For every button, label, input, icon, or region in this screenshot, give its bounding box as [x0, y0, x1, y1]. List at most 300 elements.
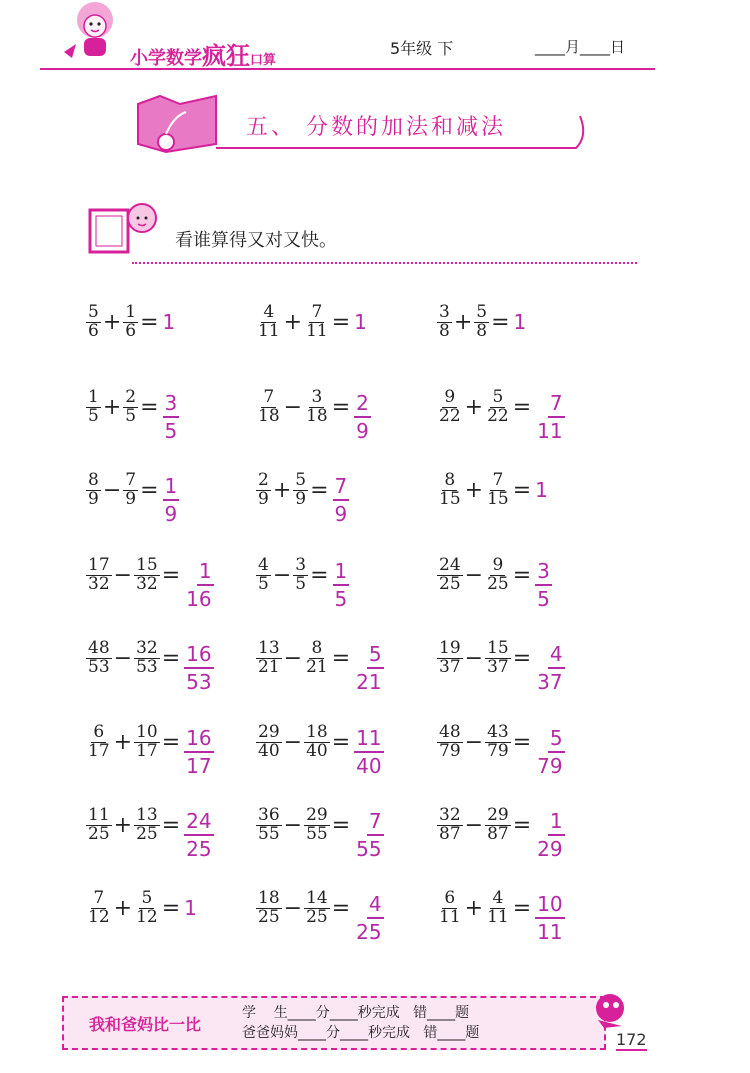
fraction — [437, 804, 463, 844]
fraction — [485, 469, 511, 509]
answer-fraction — [354, 641, 383, 695]
numerator: 5 — [476, 301, 488, 322]
fraction — [474, 301, 489, 341]
fraction — [86, 637, 112, 677]
denominator: 53 — [186, 670, 212, 694]
numerator: 7 — [93, 887, 105, 908]
denominator: 11 — [487, 906, 509, 927]
handwritten-answer — [535, 380, 564, 443]
numerator: 6 — [444, 887, 456, 908]
numerator: 3 — [295, 554, 307, 575]
numerator: 5 — [88, 301, 99, 322]
answer-fraction — [354, 891, 383, 945]
denominator: 11 — [439, 906, 461, 927]
problem-item — [437, 460, 548, 520]
equals-sign: = — [161, 895, 181, 921]
answer-fraction — [333, 558, 350, 612]
numerator: 6 — [93, 721, 105, 742]
fraction — [485, 386, 511, 426]
fraction — [293, 554, 308, 594]
equals-sign: = — [512, 394, 532, 420]
denominator: 21 — [258, 656, 280, 677]
fraction — [86, 804, 112, 844]
answer-fraction — [354, 390, 371, 444]
fraction — [256, 637, 282, 677]
handwritten-answer — [535, 798, 564, 861]
equals-sign: = — [140, 394, 159, 420]
equals-sign: = — [161, 729, 181, 755]
problem-item — [437, 878, 565, 944]
fraction — [485, 637, 511, 677]
fraction — [256, 301, 282, 341]
answer-fraction — [184, 808, 213, 862]
handwritten-answer — [184, 631, 213, 694]
numerator: 4 — [548, 641, 565, 669]
fraction — [485, 721, 511, 761]
denominator: 5 — [164, 419, 178, 443]
denominator: 17 — [88, 740, 110, 761]
header-divider — [40, 68, 655, 70]
equals-sign: = — [140, 309, 159, 335]
denominator: 22 — [487, 405, 509, 426]
handwritten-answer: 1 — [354, 310, 367, 334]
numerator: 5 — [492, 386, 504, 407]
denominator: 9 — [356, 419, 369, 443]
problem-item — [256, 545, 349, 611]
handwritten-answer — [333, 463, 350, 526]
date-field: ____月____日 — [535, 38, 626, 56]
grade-label: 5年级 下 — [390, 39, 454, 58]
operator: − — [102, 477, 122, 503]
operator: + — [453, 309, 473, 335]
numerator: 1 — [548, 808, 565, 836]
equals-sign: = — [161, 812, 181, 838]
problem-item — [86, 878, 197, 938]
fraction — [134, 554, 160, 594]
fraction — [437, 721, 463, 761]
numerator: 11 — [354, 725, 383, 753]
numerator: 3 — [439, 301, 450, 322]
denominator: 55 — [306, 823, 328, 844]
numerator: 16 — [184, 641, 213, 669]
numerator: 15 — [136, 554, 158, 575]
denominator: 21 — [306, 656, 328, 677]
answer-fraction — [535, 808, 564, 862]
numerator: 7 — [492, 469, 504, 490]
denominator: 9 — [258, 488, 269, 509]
operator: + — [464, 477, 484, 503]
fraction — [256, 469, 271, 509]
denominator: 32 — [136, 573, 158, 594]
fraction — [485, 804, 511, 844]
fraction — [304, 804, 330, 844]
numerator: 32 — [439, 804, 461, 825]
numerator: 48 — [88, 637, 110, 658]
numerator: 5 — [548, 725, 565, 753]
section-banner — [136, 94, 586, 160]
denominator: 9 — [125, 488, 137, 509]
denominator: 15 — [487, 488, 509, 509]
denominator: 53 — [88, 656, 110, 677]
denominator: 9 — [164, 502, 178, 526]
problem-item — [86, 712, 214, 778]
denominator: 40 — [306, 740, 328, 761]
handwritten-answer — [354, 380, 371, 443]
equals-sign: = — [310, 477, 329, 503]
numerator: 1 — [197, 558, 214, 586]
denominator: 29 — [537, 837, 563, 861]
handwritten-answer — [333, 548, 350, 611]
operator: − — [464, 812, 484, 838]
answer-fraction — [354, 725, 383, 779]
denominator: 17 — [186, 754, 212, 778]
denominator: 79 — [487, 740, 509, 761]
denominator: 5 — [125, 405, 137, 426]
numerator: 18 — [306, 721, 328, 742]
numerator: 4 — [492, 887, 504, 908]
numerator: 7 — [125, 469, 137, 490]
answer-fraction — [163, 390, 180, 444]
problem-item — [437, 712, 565, 778]
page-mascot-icon — [590, 990, 630, 1030]
fraction — [86, 721, 112, 761]
numerator: 3 — [311, 386, 323, 407]
fraction — [134, 804, 160, 844]
denominator: 9 — [295, 488, 307, 509]
handwritten-answer — [163, 380, 180, 443]
numerator: 29 — [487, 804, 509, 825]
problem-item — [86, 545, 214, 611]
problem-item — [256, 292, 367, 352]
fraction — [86, 301, 101, 341]
handwritten-answer — [184, 798, 213, 861]
denominator: 37 — [439, 656, 461, 677]
denominator: 25 — [88, 823, 110, 844]
problem-item — [256, 377, 371, 443]
denominator: 18 — [306, 405, 328, 426]
answer-fraction — [163, 473, 180, 527]
numerator: 4 — [258, 554, 269, 575]
operator: − — [272, 562, 292, 588]
denominator: 6 — [88, 320, 99, 341]
numerator: 13 — [136, 804, 158, 825]
denominator: 25 — [136, 823, 158, 844]
problem-item — [437, 795, 565, 861]
numerator: 7 — [263, 386, 275, 407]
numerator: 10 — [136, 721, 158, 742]
fraction — [304, 386, 330, 426]
fraction — [86, 554, 112, 594]
problem-item — [256, 712, 384, 778]
fraction — [86, 887, 112, 927]
fraction — [256, 386, 282, 426]
numerator: 24 — [184, 808, 213, 836]
handwritten-answer: 1 — [513, 310, 527, 334]
denominator: 12 — [136, 906, 158, 927]
mascot-illustration — [60, 0, 130, 70]
denominator: 12 — [88, 906, 110, 927]
denominator: 8 — [476, 320, 488, 341]
equals-sign: = — [512, 645, 532, 671]
numerator: 2 — [125, 386, 137, 407]
denominator: 11 — [258, 320, 280, 341]
page-header — [0, 0, 750, 80]
numerator: 43 — [487, 721, 509, 742]
numerator: 18 — [258, 887, 280, 908]
problem-item — [86, 292, 175, 352]
numerator: 7 — [367, 808, 384, 836]
operator: + — [272, 477, 292, 503]
denominator: 25 — [487, 573, 509, 594]
denominator: 87 — [439, 823, 461, 844]
fraction — [437, 469, 463, 509]
handwritten-answer — [163, 463, 180, 526]
footer-parent-row: 爸爸妈妈____分____秒完成 错____题 — [242, 1025, 480, 1041]
operator: − — [283, 645, 303, 671]
answer-fraction — [184, 725, 213, 779]
answer-fraction — [535, 725, 564, 779]
cherry-icon — [136, 94, 218, 160]
problem-item — [86, 460, 179, 526]
problem-item — [437, 628, 565, 694]
numerator: 9 — [492, 554, 504, 575]
denominator: 79 — [537, 754, 563, 778]
operator: + — [102, 394, 122, 420]
operator: − — [464, 729, 484, 755]
operator: + — [113, 812, 133, 838]
operator: − — [283, 895, 303, 921]
handwritten-answer: 1 — [184, 896, 197, 920]
answer-fraction — [535, 558, 552, 612]
numerator: 8 — [311, 637, 323, 658]
answer-fraction — [535, 891, 564, 945]
equals-sign: = — [512, 477, 532, 503]
numerator: 32 — [136, 637, 158, 658]
numerator: 7 — [548, 390, 565, 418]
brand-logo: 小学数学疯狂口算 — [130, 42, 277, 70]
fraction — [134, 721, 160, 761]
operator: − — [113, 645, 133, 671]
problem-item — [256, 460, 349, 526]
equals-sign: = — [512, 812, 532, 838]
numerator: 10 — [535, 891, 564, 919]
section-title: 五、 分数的加法和减法 — [246, 115, 506, 140]
fraction — [256, 887, 282, 927]
numerator: 2 — [354, 390, 371, 418]
answer-fraction — [184, 641, 213, 695]
fraction — [134, 887, 160, 927]
denominator: 5 — [537, 587, 550, 611]
denominator: 8 — [439, 320, 450, 341]
fraction — [304, 301, 330, 341]
problem-item — [256, 628, 384, 694]
problem-item — [437, 292, 526, 352]
dotted-divider — [132, 262, 637, 264]
answer-fraction — [184, 558, 213, 612]
equals-sign: = — [331, 729, 351, 755]
page-number: 172 — [616, 1030, 647, 1049]
handwritten-answer — [184, 548, 213, 611]
denominator: 18 — [258, 405, 280, 426]
denominator: 79 — [439, 740, 461, 761]
numerator: 9 — [444, 386, 456, 407]
equals-sign: = — [512, 729, 532, 755]
fraction — [437, 637, 463, 677]
denominator: 21 — [356, 670, 382, 694]
handwritten-answer — [535, 881, 564, 944]
problem-item — [256, 878, 384, 944]
instruction-text: 看谁算得又对又快。 — [175, 230, 337, 251]
fraction — [256, 721, 282, 761]
handwritten-answer — [184, 715, 213, 778]
numerator: 11 — [88, 804, 110, 825]
denominator: 6 — [125, 320, 137, 341]
equals-sign: = — [331, 394, 351, 420]
denominator: 25 — [306, 906, 328, 927]
answer-fraction — [354, 808, 383, 862]
operator: + — [113, 895, 133, 921]
numerator: 1 — [333, 558, 350, 586]
numerator: 2 — [258, 469, 269, 490]
denominator: 9 — [88, 488, 99, 509]
numerator: 8 — [444, 469, 456, 490]
equals-sign: = — [331, 645, 351, 671]
operator: − — [113, 562, 133, 588]
denominator: 55 — [356, 837, 382, 861]
equals-sign: = — [331, 309, 351, 335]
denominator: 25 — [186, 837, 212, 861]
operator: − — [283, 394, 303, 420]
footer-title: 我和爸妈比一比 — [89, 1015, 202, 1034]
equals-sign: = — [512, 895, 532, 921]
denominator: 11 — [306, 320, 328, 341]
fraction — [437, 301, 452, 341]
denominator: 37 — [487, 656, 509, 677]
operator: − — [464, 645, 484, 671]
denominator: 5 — [258, 573, 269, 594]
numerator: 36 — [258, 804, 280, 825]
fraction — [437, 887, 463, 927]
numerator: 17 — [88, 554, 110, 575]
fraction — [134, 637, 160, 677]
handwritten-answer — [354, 715, 383, 778]
equals-sign: = — [512, 562, 532, 588]
handwritten-answer — [535, 548, 552, 611]
operator: − — [283, 812, 303, 838]
numerator: 16 — [184, 725, 213, 753]
answer-fraction — [535, 390, 564, 444]
numerator: 5 — [141, 887, 153, 908]
numerator: 1 — [88, 386, 99, 407]
fraction — [485, 887, 511, 927]
denominator: 15 — [439, 488, 461, 509]
numerator: 3 — [535, 558, 552, 586]
equals-sign: = — [310, 562, 329, 588]
operator: + — [113, 729, 133, 755]
fraction — [437, 554, 463, 594]
denominator: 11 — [537, 419, 563, 443]
problem-item — [86, 628, 214, 694]
answer-fraction — [333, 473, 350, 527]
denominator: 40 — [258, 740, 280, 761]
denominator: 5 — [88, 405, 99, 426]
numerator: 5 — [295, 469, 307, 490]
numerator: 4 — [263, 301, 275, 322]
numerator: 29 — [306, 804, 328, 825]
denominator: 40 — [356, 754, 382, 778]
numerator: 1 — [125, 301, 137, 322]
denominator: 5 — [295, 573, 307, 594]
numerator: 24 — [439, 554, 461, 575]
problem-item — [86, 795, 214, 861]
equals-sign: = — [140, 477, 159, 503]
fraction — [123, 301, 138, 341]
denominator: 25 — [439, 573, 461, 594]
operator: + — [464, 394, 484, 420]
fraction — [256, 554, 271, 594]
fraction — [86, 386, 101, 426]
problem-item — [86, 377, 179, 443]
fraction — [123, 469, 138, 509]
denominator: 37 — [537, 670, 563, 694]
numerator: 3 — [163, 390, 180, 418]
numerator: 14 — [306, 887, 328, 908]
problem-item — [256, 795, 384, 861]
numerator: 1 — [163, 473, 180, 501]
fraction — [485, 554, 511, 594]
fraction — [256, 804, 282, 844]
denominator: 25 — [258, 906, 280, 927]
operator: − — [464, 562, 484, 588]
denominator: 17 — [136, 740, 158, 761]
fraction — [437, 386, 463, 426]
denominator: 55 — [258, 823, 280, 844]
footer-box — [62, 996, 606, 1050]
denominator: 53 — [136, 656, 158, 677]
numerator: 29 — [258, 721, 280, 742]
handwritten-answer — [354, 631, 383, 694]
handwritten-answer — [354, 798, 383, 861]
equals-sign: = — [331, 812, 351, 838]
handwritten-answer — [535, 631, 564, 694]
numerator: 4 — [367, 891, 384, 919]
numerator: 48 — [439, 721, 461, 742]
equals-sign: = — [161, 645, 181, 671]
denominator: 9 — [334, 502, 348, 526]
child-with-board-icon — [86, 196, 166, 260]
operator: + — [283, 309, 303, 335]
equals-sign: = — [331, 895, 351, 921]
operator: − — [283, 729, 303, 755]
fraction — [293, 469, 308, 509]
fraction — [304, 637, 330, 677]
numerator: 8 — [88, 469, 99, 490]
fraction — [304, 887, 330, 927]
numerator: 15 — [487, 637, 509, 658]
fraction — [86, 469, 101, 509]
numerator: 5 — [367, 641, 384, 669]
numerator: 13 — [258, 637, 280, 658]
denominator: 22 — [439, 405, 461, 426]
denominator: 87 — [487, 823, 509, 844]
numerator: 19 — [439, 637, 461, 658]
numerator: 7 — [311, 301, 323, 322]
problem-item — [437, 377, 565, 443]
fraction — [304, 721, 330, 761]
handwritten-answer: 1 — [535, 478, 548, 502]
equals-sign: = — [161, 562, 181, 588]
denominator: 5 — [334, 587, 348, 611]
